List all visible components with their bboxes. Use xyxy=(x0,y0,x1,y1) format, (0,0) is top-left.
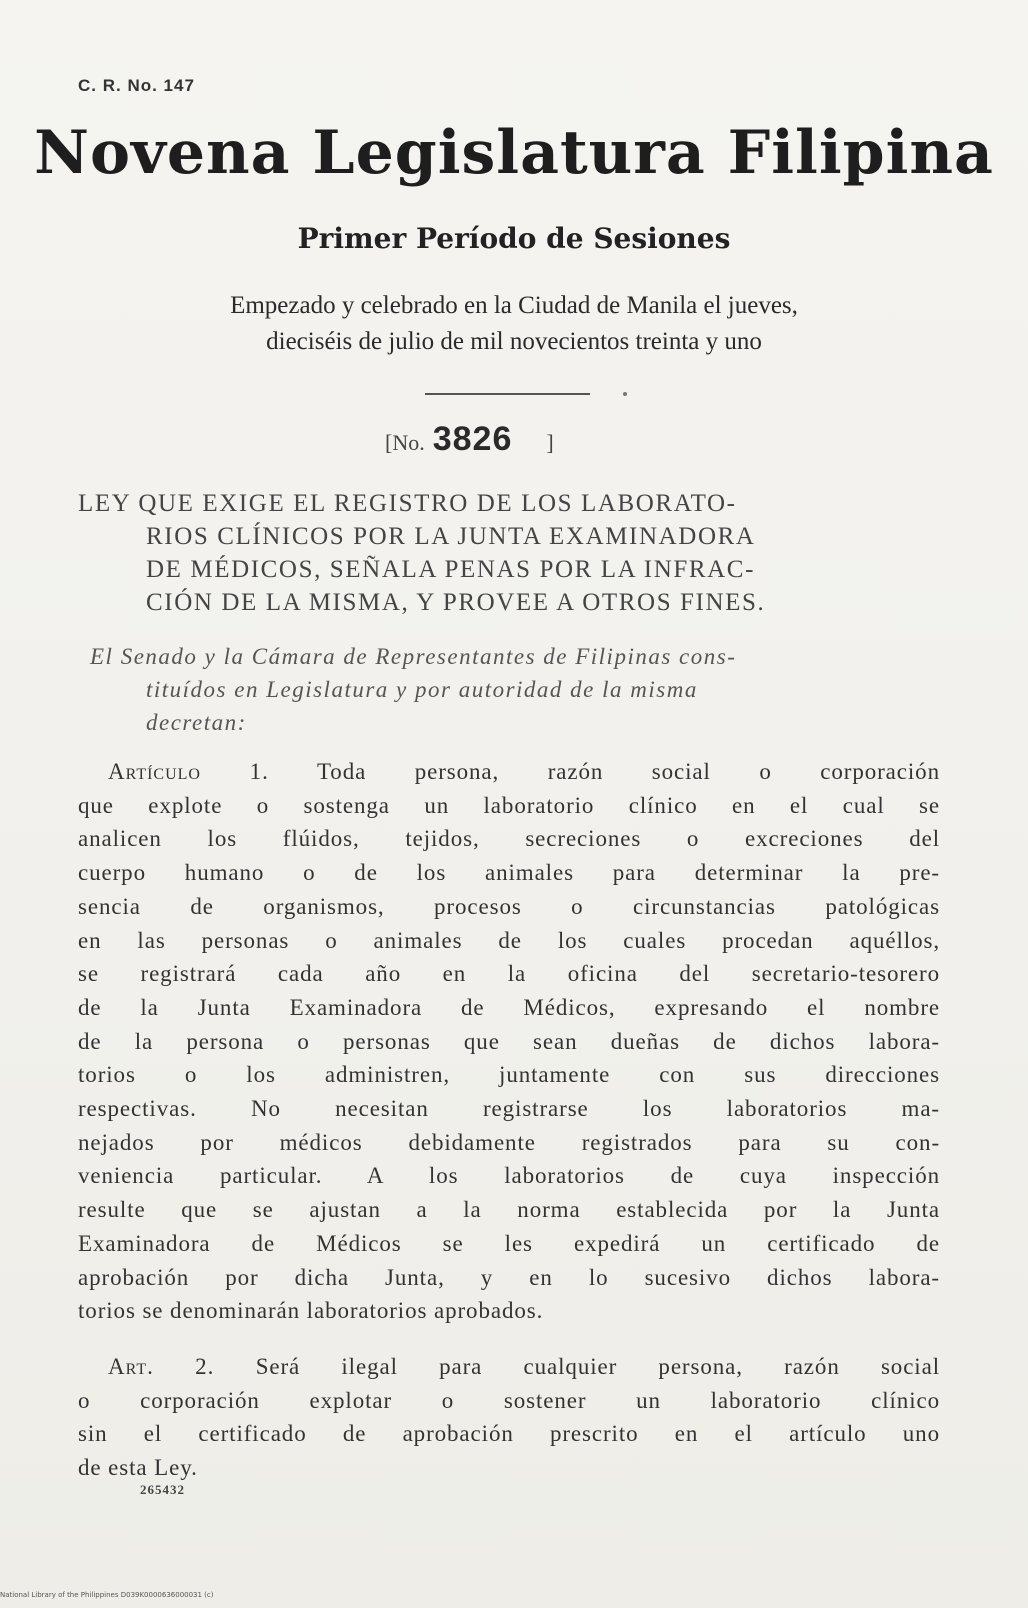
session-date-line-1: Empezado y celebrado en la Ciudad de Manila el jueves, xyxy=(230,292,798,319)
article-1-line: nejados por médicos debidamente registrados para su con- xyxy=(78,1129,940,1155)
article-1-line: resulte que se ajustan a la norma establecida por la Junta xyxy=(78,1197,940,1223)
article-1-line: sencia de organismos, procesos o circunstancias patológicas xyxy=(78,893,940,919)
session-title: Primer Período de Sesiones xyxy=(297,222,731,255)
article-1-line: Artículo 1. Toda persona, razón social o corporación xyxy=(108,759,940,784)
article-1-line: Examinadora de Médicos se les expedirá un certificado de xyxy=(78,1230,940,1256)
article-2-label: Art. 2. xyxy=(108,1354,215,1379)
article-1-line: de la persona o personas que sean dueñas de dichos labora- xyxy=(78,1028,940,1054)
article-2 xyxy=(78,1350,940,1485)
article-1-line: veniencia particular. A los laboratorios de cuya inspección xyxy=(78,1163,940,1189)
enacting-clause xyxy=(90,640,950,739)
divider-rule xyxy=(425,393,590,395)
law-title xyxy=(78,487,938,619)
article-2-line: sin el certificado de aprobación prescrito en el artículo uno xyxy=(78,1421,940,1447)
article-1-line: aprobación por dicha Junta, y en lo sucesivo dichos labora- xyxy=(78,1264,940,1290)
law-title-line: LEY QUE EXIGE EL REGISTRO DE LOS LABORATO- xyxy=(78,490,737,517)
law-title-line: DE MÉDICOS, SEÑALA PENAS POR LA INFRAC- xyxy=(146,556,755,583)
article-1 xyxy=(78,755,940,1328)
article-1-line: respectivas. No necesitan registrarse los laboratorios ma- xyxy=(78,1096,940,1122)
cr-number: C. R. No. 147 xyxy=(78,76,195,95)
session-date-line-2: dieciséis de julio de mil novecientos treinta y uno xyxy=(266,328,762,355)
article-1-line: de la Junta Examinadora de Médicos, expresando el nombre xyxy=(78,994,940,1020)
article-1-label: Artículo 1. xyxy=(108,759,269,784)
archive-footer: National Library of the Philippines D039K0000636000031 (c) xyxy=(0,1591,214,1599)
printing-code: 265432 xyxy=(140,1482,185,1497)
article-1-line: que explote o sostenga un laboratorio clínico en el cual se xyxy=(78,792,940,818)
article-1-line: cuerpo humano o de los animales para determinar la pre- xyxy=(78,860,940,886)
bill-number-prefix: [No. xyxy=(385,430,425,455)
article-1-line: analicen los flúidos, tejidos, secreciones o excreciones del xyxy=(78,826,940,852)
enacting-clause-line: decretan: xyxy=(146,710,247,735)
article-2-line: de esta Ley. xyxy=(78,1455,198,1481)
article-1-line: se registrará cada año en la oficina del secretario-tesorero xyxy=(78,961,940,987)
article-1-line: torios o los administren, juntamente con sus direcciones xyxy=(78,1062,940,1088)
enacting-clause-line: tituídos en Legislatura y por autoridad de la misma xyxy=(146,677,698,702)
enacting-clause-line: El Senado y la Cámara de Representantes de Filipinas cons- xyxy=(90,644,737,669)
bill-number-value: 3826 xyxy=(432,420,513,458)
article-1-line: torios se denominarán laboratorios aprobados. xyxy=(78,1298,544,1324)
law-title-line: CIÓN DE LA MISMA, Y PROVEE A OTROS FINES. xyxy=(146,589,766,616)
bill-number xyxy=(385,420,554,459)
law-title-line: RIOS CLÍNICOS POR LA JUNTA EXAMINADORA xyxy=(146,523,756,550)
divider-dot xyxy=(623,392,627,396)
legislature-title: Novena Legislatura Filipina xyxy=(34,118,994,188)
article-2-line: Art. 2. Será ilegal para cualquier persona, razón social xyxy=(108,1354,940,1379)
article-2-line: o corporación explotar o sostener un laboratorio clínico xyxy=(78,1387,940,1413)
article-1-line: en las personas o animales de los cuales procedan aquéllos, xyxy=(78,927,940,953)
bill-number-suffix: ] xyxy=(546,430,554,455)
